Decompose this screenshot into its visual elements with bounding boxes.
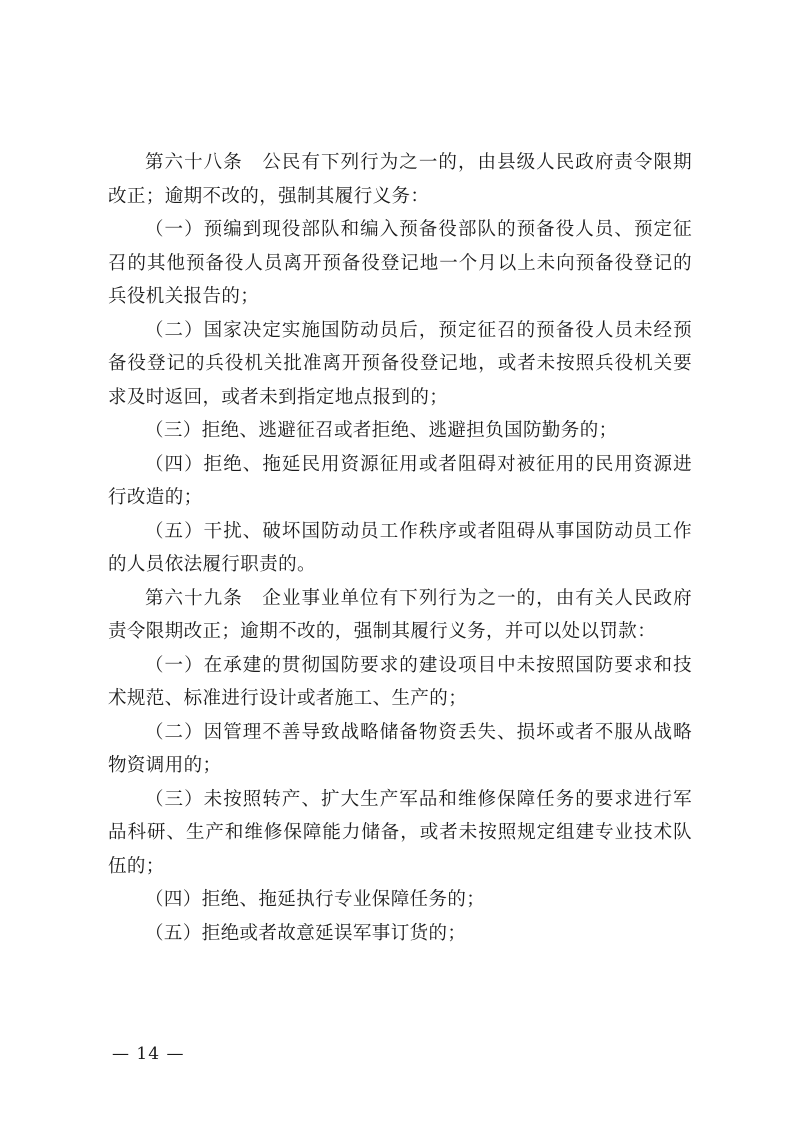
page-number: — 14 — (112, 1044, 185, 1064)
paragraph-item: （二）国家决定实施国防动员后，预定征召的预备役人员未经预备役登记的兵役机关批准离开预备役登记地，或者未按照兵役机关要求及时返回，或者未到指定地点报到的； (108, 319, 692, 408)
paragraph-article-69: 第六十九条 企业事业单位有下列行为之一的，由有关人民政府责令限期改正；逾期不改的，强制其履行义务，并可以处以罚款： (108, 587, 692, 642)
paragraph-item: （五）拒绝或者故意延误军事订货的； (145, 922, 467, 944)
paragraph-item: （三）未按照转产、扩大生产军品和维修保障任务的要求进行军品科研、生产和维修保障能力储备，或者未按照规定组建专业技术队伍的； (108, 788, 692, 877)
paragraph-item: （一）预编到现役部队和编入预备役部队的预备役人员、预定征召的其他预备役人员离开预备役登记地一个月以上未向预备役登记的兵役机关报告的； (108, 219, 692, 307)
paragraph-article-68: 第六十八条 公民有下列行为之一的，由县级人民政府责令限期改正；逾期不改的，强制其履行义务： (108, 152, 692, 207)
paragraph-item: （二）因管理不善导致战略储备物资丢失、损坏或者不服从战略物资调用的； (108, 721, 692, 776)
paragraph-item: （四）拒绝、拖延执行专业保障任务的； (145, 889, 486, 910)
paragraph-item: （三）拒绝、逃避征召或者拒绝、逃避担负国防勤务的； (145, 420, 618, 441)
paragraph-item: （五）干扰、破坏国防动员工作秩序或者阻碍从事国防动员工作的人员依法履行职责的。 (108, 520, 692, 575)
paragraph-item: （一）在承建的贯彻国防要求的建设项目中未按照国防要求和技术规范、标准进行设计或者施工、生产的； (108, 654, 692, 709)
document-body (108, 146, 692, 950)
paragraph-item: （四）拒绝、拖延民用资源征用或者阻碍对被征用的民用资源进行改造的； (108, 453, 692, 508)
